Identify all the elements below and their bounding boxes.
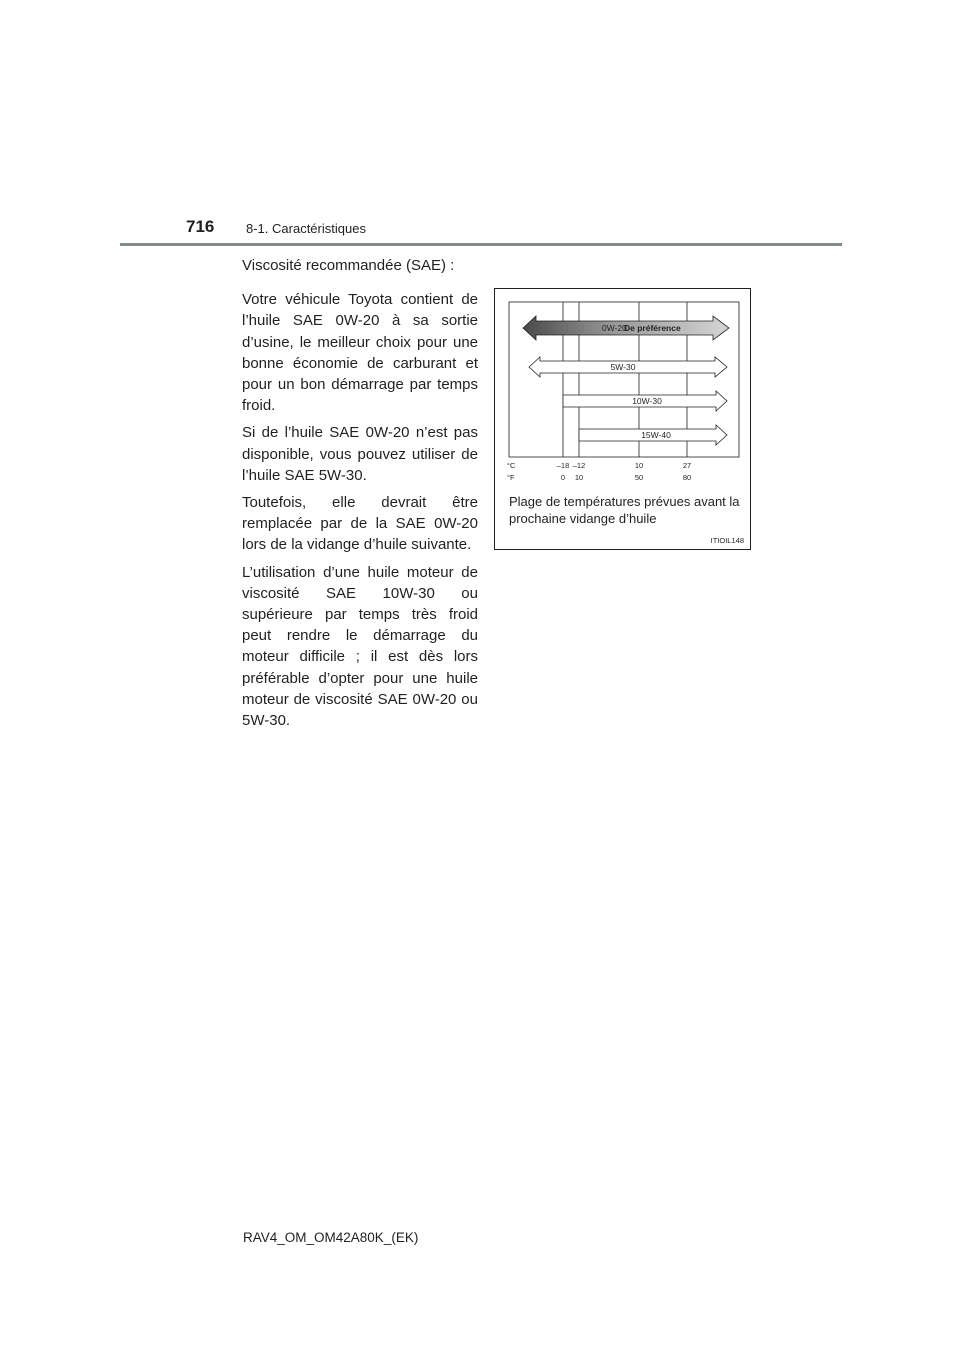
- page-number: 716: [186, 217, 215, 236]
- document-id: RAV4_OM_OM42A80K_(EK): [243, 1230, 419, 1245]
- paragraph: Toutefois, elle devrait être remplacée par de la SAE 0W-20 lors de la vidange d’huile suivante.: [242, 494, 478, 554]
- paragraph: Votre véhicule Toyota contient de l’huile SAE 0W-20 à sa sortie d’usine, le meilleur choix pour une bonne économie de carburant et pour un bon démarrage par temps froid.: [242, 291, 478, 415]
- bar-label: 0W-20: [602, 323, 627, 333]
- tick-label-c: 27: [682, 461, 692, 470]
- body-text: [242, 255, 478, 737]
- unit-fahrenheit: °F: [507, 473, 515, 482]
- bar-label: 5W-30: [610, 362, 636, 372]
- bar-label: 15W-40: [641, 430, 671, 440]
- paragraph: L’utilisation d’une huile moteur de viscosité SAE 10W-30 ou supérieure par temps très froid peut rendre le démarrage du moteur difficile ; il est dès lors préférable d’opter pour une huile moteur de viscosité SAE 0W-20 ou 5W-30.: [242, 563, 478, 730]
- tick-label-f: 80: [682, 473, 692, 482]
- unit-celsius: °C: [507, 461, 516, 470]
- preferred-tag: De préférence: [624, 323, 681, 333]
- paragraph: Si de l’huile SAE 0W-20 n’est pas disponible, vous pouvez utiliser de l’huile SAE 5W-30.: [242, 424, 478, 484]
- viscosity-heading: Viscosité recommandée (SAE) :: [242, 257, 455, 274]
- figure-code: ITIOIL148: [710, 536, 744, 545]
- header-rule: [120, 243, 842, 246]
- tick-label-f: 10: [574, 473, 584, 482]
- viscosity-figure: [494, 288, 751, 550]
- bar-label: 10W-30: [632, 396, 662, 406]
- tick-label-c: –12: [572, 461, 586, 470]
- tick-label-f: 0: [560, 473, 566, 482]
- tick-label-f: 50: [634, 473, 644, 482]
- tick-label-c: –18: [556, 461, 570, 470]
- section-title: 8-1. Caractéristiques: [246, 221, 366, 236]
- figure-caption: Plage de températures prévues avant la prochaine vidange d’huile: [509, 494, 740, 526]
- tick-label-c: 10: [634, 461, 644, 470]
